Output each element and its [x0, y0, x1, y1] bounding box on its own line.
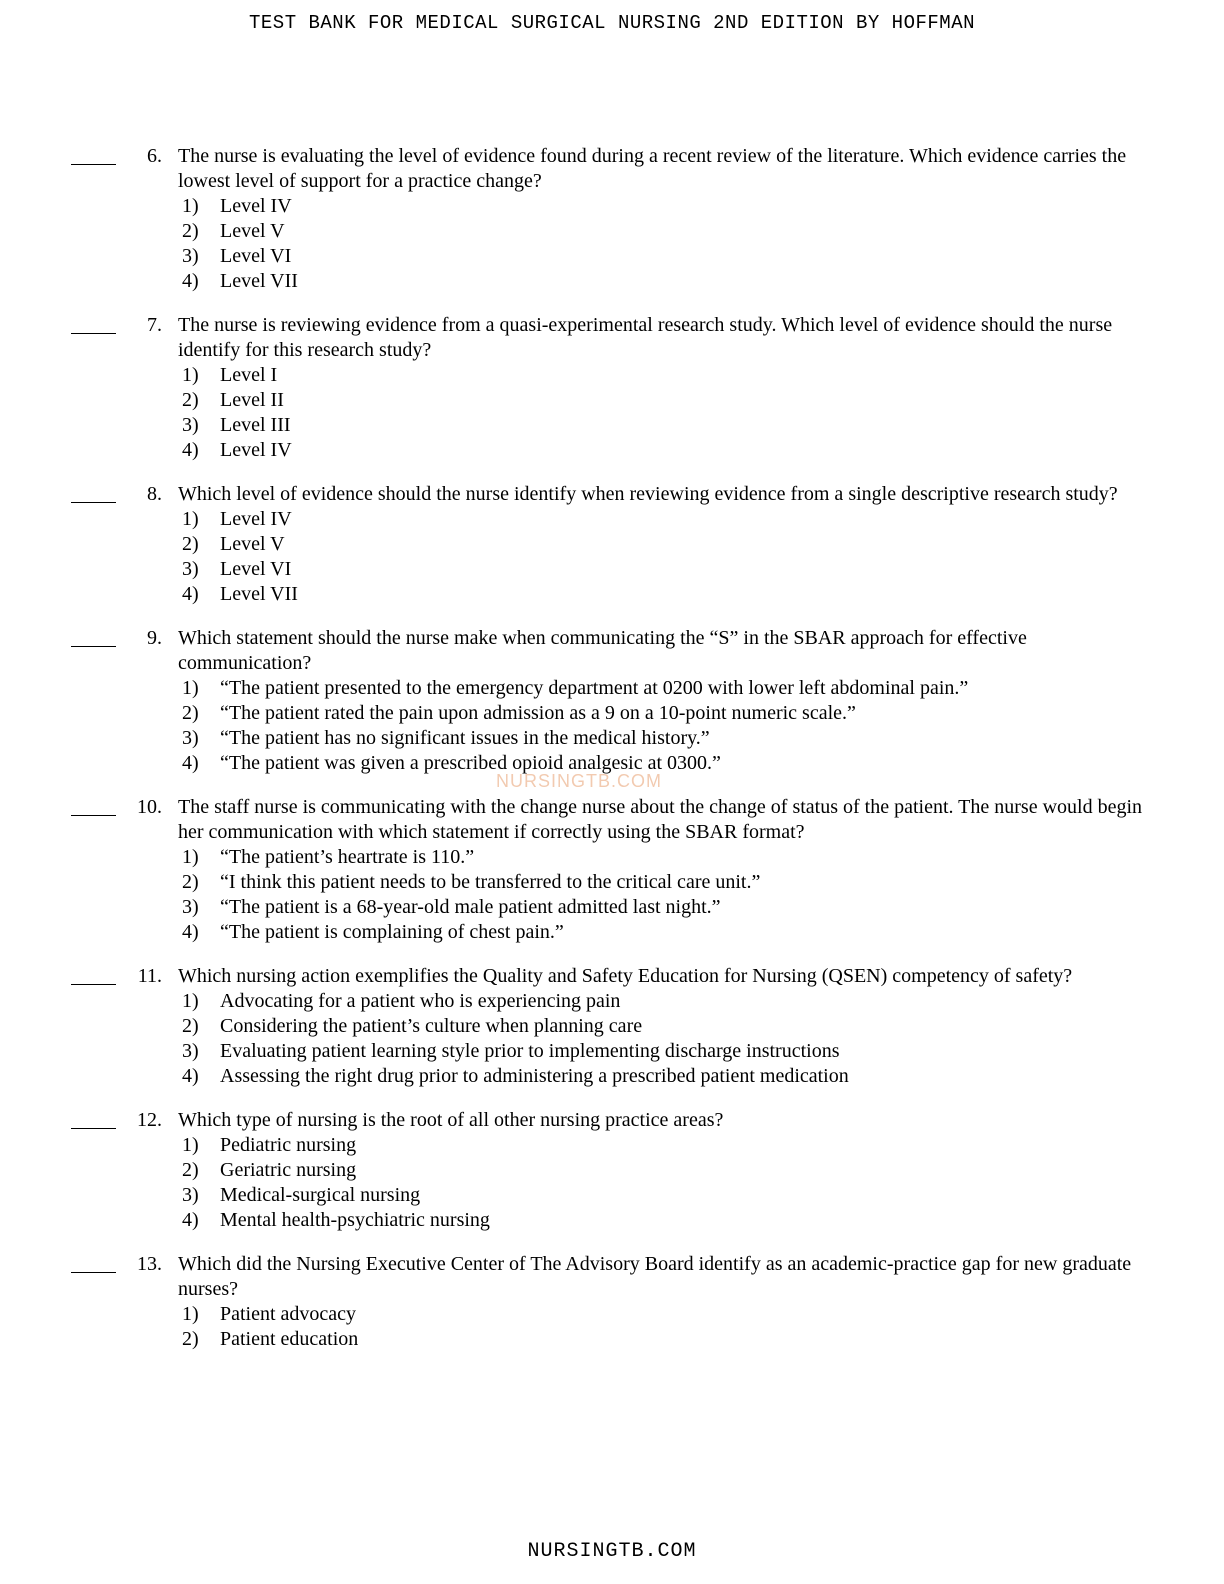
answer-option[interactable] [0, 194, 1224, 219]
answer-option[interactable] [0, 219, 1224, 244]
option-text: Level VI [220, 245, 292, 267]
option-text: Level IV [220, 195, 292, 217]
option-number: 2) [182, 1159, 199, 1181]
option-number: 2) [182, 389, 199, 411]
option-text: “The patient presented to the emergency department at 0200 with lower left abdominal pain.” [220, 677, 969, 699]
option-number: 4) [182, 921, 199, 943]
question-11 [0, 964, 1224, 1089]
question-number: 11. [137, 965, 162, 987]
option-number: 3) [182, 558, 199, 580]
answer-option[interactable] [0, 1208, 1224, 1233]
answer-blank[interactable] [71, 1272, 116, 1273]
answer-option[interactable] [0, 363, 1224, 388]
option-number: 4) [182, 1065, 199, 1087]
question-stem: Which did the Nursing Executive Center of The Advisory Board identify as an academic-practice gap for new graduate nurses? [178, 1253, 1132, 1300]
option-number: 3) [182, 414, 199, 436]
option-number: 1) [182, 195, 199, 217]
option-text: Level I [220, 364, 278, 386]
option-number: 1) [182, 846, 199, 868]
answer-option[interactable] [0, 1183, 1224, 1208]
question-number: 13. [137, 1253, 162, 1275]
option-text: Patient education [220, 1328, 359, 1350]
option-text: Pediatric nursing [220, 1134, 357, 1156]
answer-blank[interactable] [71, 646, 116, 647]
option-text: Level II [220, 389, 284, 411]
option-text: Geriatric nursing [220, 1159, 357, 1181]
answer-options [0, 1302, 1224, 1352]
answer-option[interactable] [0, 870, 1224, 895]
page-header: TEST BANK FOR MEDICAL SURGICAL NURSING 2ND EDITION BY HOFFMAN [248, 12, 975, 34]
answer-options [0, 845, 1224, 945]
answer-option[interactable] [0, 1014, 1224, 1039]
option-text: Level V [220, 220, 285, 242]
question-number: 12. [137, 1109, 162, 1131]
option-text: “The patient was given a prescribed opioid analgesic at 0300.” [220, 752, 721, 774]
answer-blank[interactable] [71, 164, 116, 165]
option-number: 2) [182, 533, 199, 555]
option-text: “The patient rated the pain upon admission as a 9 on a 10-point numeric scale.” [220, 702, 856, 724]
option-number: 3) [182, 1040, 199, 1062]
question-number: 7. [147, 314, 162, 336]
option-number: 4) [182, 1209, 199, 1231]
question-stem: The staff nurse is communicating with the change nurse about the change of status of the patient. The nurse would begin her communication with which statement if correctly using the SBAR format? [178, 796, 1143, 843]
answer-blank[interactable] [71, 984, 116, 985]
answer-blank[interactable] [71, 333, 116, 334]
answer-option[interactable] [0, 557, 1224, 582]
question-stem: Which nursing action exemplifies the Quality and Safety Education for Nursing (QSEN) competency of safety? [178, 965, 1073, 987]
question-number: 8. [147, 483, 162, 505]
answer-option[interactable] [0, 269, 1224, 294]
answer-options [0, 363, 1224, 463]
option-number: 1) [182, 677, 199, 699]
answer-option[interactable] [0, 388, 1224, 413]
option-text: Level VII [220, 583, 298, 605]
option-number: 1) [182, 1303, 199, 1325]
answer-options [0, 194, 1224, 294]
option-text: Patient advocacy [220, 1303, 357, 1325]
question-stem: Which level of evidence should the nurse identify when reviewing evidence from a single descriptive research study? [178, 483, 1118, 505]
option-text: Level VI [220, 558, 292, 580]
answer-option[interactable] [0, 1327, 1224, 1352]
answer-option[interactable] [0, 701, 1224, 726]
option-number: 3) [182, 1184, 199, 1206]
option-number: 3) [182, 727, 199, 749]
option-number: 2) [182, 702, 199, 724]
option-text: Mental health-psychiatric nursing [220, 1209, 490, 1231]
option-text: “The patient is a 68-year-old male patient admitted last night.” [220, 896, 721, 918]
question-number: 6. [147, 145, 162, 167]
option-text: Evaluating patient learning style prior to implementing discharge instructions [220, 1040, 840, 1062]
question-13 [0, 1252, 1224, 1352]
option-number: 2) [182, 871, 199, 893]
answer-options [0, 989, 1224, 1089]
answer-options [0, 1133, 1224, 1233]
question-stem: The nurse is evaluating the level of evidence found during a recent review of the literature. Which evidence carries the lowest level of support for a practice change? [178, 145, 1127, 192]
answer-options [0, 676, 1224, 776]
option-number: 1) [182, 364, 199, 386]
option-number: 4) [182, 270, 199, 292]
option-number: 2) [182, 220, 199, 242]
option-number: 3) [182, 896, 199, 918]
option-text: Advocating for a patient who is experiencing pain [220, 990, 621, 1012]
answer-option[interactable] [0, 1064, 1224, 1089]
option-text: “The patient has no significant issues in the medical history.” [220, 727, 710, 749]
question-8 [0, 482, 1224, 607]
answer-blank[interactable] [71, 502, 116, 503]
question-10 [0, 795, 1224, 945]
option-number: 1) [182, 508, 199, 530]
option-text: “The patient is complaining of chest pain.” [220, 921, 564, 943]
answer-option[interactable] [0, 920, 1224, 945]
option-text: Level VII [220, 270, 298, 292]
option-number: 1) [182, 990, 199, 1012]
option-text: Considering the patient’s culture when planning care [220, 1015, 643, 1037]
answer-option[interactable] [0, 413, 1224, 438]
option-text: Level IV [220, 508, 292, 530]
option-text: Level V [220, 533, 285, 555]
answer-option[interactable] [0, 845, 1224, 870]
option-text: “I think this patient needs to be transferred to the critical care unit.” [220, 871, 761, 893]
answer-option[interactable] [0, 1302, 1224, 1327]
answer-option[interactable] [0, 989, 1224, 1014]
option-text: “The patient’s heartrate is 110.” [220, 846, 475, 868]
answer-blank[interactable] [71, 815, 116, 816]
answer-option[interactable] [0, 582, 1224, 607]
answer-option[interactable] [0, 1158, 1224, 1183]
question-9 [0, 626, 1224, 776]
question-12 [0, 1108, 1224, 1233]
answer-option[interactable] [0, 532, 1224, 557]
option-text: Level IV [220, 439, 292, 461]
answer-option[interactable] [0, 438, 1224, 463]
option-text: Level III [220, 414, 291, 436]
question-7 [0, 313, 1224, 463]
option-number: 4) [182, 439, 199, 461]
watermark: NURSINGTB.COM [496, 771, 662, 791]
answer-option[interactable] [0, 676, 1224, 701]
option-number: 4) [182, 583, 199, 605]
question-number: 10. [137, 796, 162, 818]
answer-blank[interactable] [71, 1128, 116, 1129]
answer-option[interactable] [0, 244, 1224, 269]
option-number: 2) [182, 1328, 199, 1350]
answer-option[interactable] [0, 895, 1224, 920]
question-6 [0, 144, 1224, 294]
question-number: 9. [147, 627, 162, 649]
question-stem: Which statement should the nurse make when communicating the “S” in the SBAR approach for effective communication? [178, 627, 1027, 674]
answer-option[interactable] [0, 726, 1224, 751]
answer-option[interactable] [0, 507, 1224, 532]
option-text: Medical-surgical nursing [220, 1184, 421, 1206]
answer-option[interactable] [0, 1133, 1224, 1158]
answer-option[interactable] [0, 1039, 1224, 1064]
page-footer: NURSINGTB.COM [527, 1540, 697, 1563]
option-number: 4) [182, 752, 199, 774]
option-number: 3) [182, 245, 199, 267]
question-list [0, 144, 1224, 1371]
question-stem: Which type of nursing is the root of all other nursing practice areas? [178, 1109, 724, 1131]
answer-options [0, 507, 1224, 607]
option-text: Assessing the right drug prior to administering a prescribed patient medication [220, 1065, 849, 1087]
option-number: 2) [182, 1015, 199, 1037]
question-stem: The nurse is reviewing evidence from a quasi-experimental research study. Which level of evidence should the nurse identify for this research study? [178, 314, 1113, 361]
option-number: 1) [182, 1134, 199, 1156]
